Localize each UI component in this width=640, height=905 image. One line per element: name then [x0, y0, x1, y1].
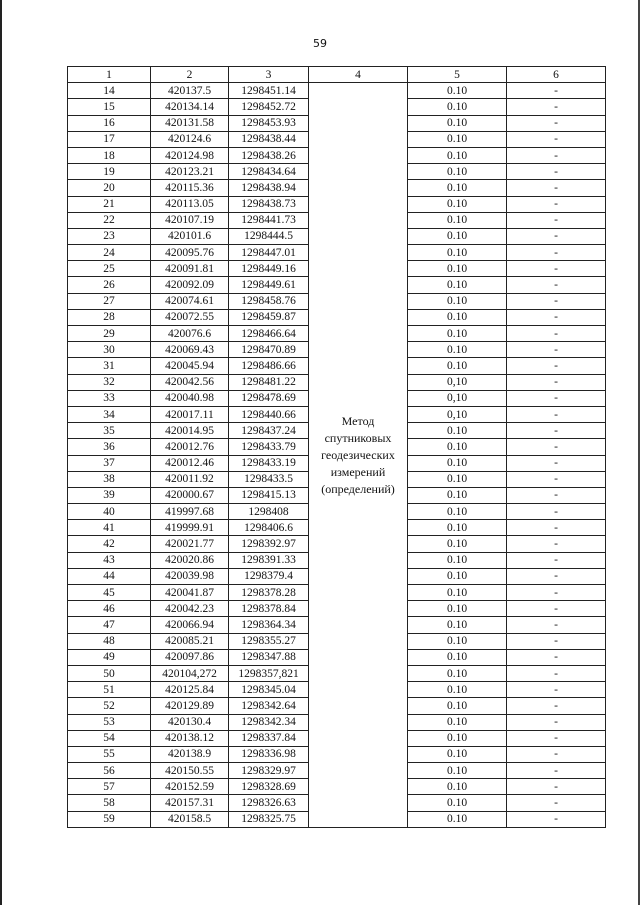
accuracy-cell: 0.10: [408, 245, 507, 261]
table-body: [68, 83, 606, 828]
accuracy-cell: 0.10: [408, 536, 507, 552]
accuracy-cell: 0.10: [408, 228, 507, 244]
y-coordinate-cell: 1298433.5: [229, 471, 309, 487]
point-number-cell: 31: [68, 358, 151, 374]
accuracy-cell: 0.10: [408, 196, 507, 212]
y-coordinate-cell: 1298486.66: [229, 358, 309, 374]
header-col-1: 1: [68, 67, 151, 83]
x-coordinate-cell: 420134.14: [151, 99, 229, 115]
header-col-6: 6: [507, 67, 606, 83]
note-cell: -: [507, 99, 606, 115]
note-cell: -: [507, 261, 606, 277]
point-number-cell: 52: [68, 698, 151, 714]
note-cell: -: [507, 115, 606, 131]
accuracy-cell: 0.10: [408, 326, 507, 342]
x-coordinate-cell: 420021.77: [151, 536, 229, 552]
x-coordinate-cell: 420113.05: [151, 196, 229, 212]
accuracy-cell: 0.10: [408, 342, 507, 358]
point-number-cell: 58: [68, 795, 151, 811]
x-coordinate-cell: 420020.86: [151, 552, 229, 568]
method-cell: [309, 83, 408, 828]
note-cell: -: [507, 763, 606, 779]
accuracy-cell: 0.10: [408, 730, 507, 746]
note-cell: -: [507, 228, 606, 244]
accuracy-cell: 0.10: [408, 423, 507, 439]
point-number-cell: 43: [68, 552, 151, 568]
y-coordinate-cell: 1298437.24: [229, 423, 309, 439]
y-coordinate-cell: 1298444.5: [229, 228, 309, 244]
note-cell: -: [507, 504, 606, 520]
accuracy-cell: 0.10: [408, 212, 507, 228]
x-coordinate-cell: 420158.5: [151, 811, 229, 827]
y-coordinate-cell: 1298329.97: [229, 763, 309, 779]
point-number-cell: 19: [68, 164, 151, 180]
method-text-line: Метод: [341, 413, 375, 428]
note-cell: -: [507, 682, 606, 698]
point-number-cell: 14: [68, 83, 151, 99]
point-number-cell: 35: [68, 423, 151, 439]
y-coordinate-cell: 1298458.76: [229, 293, 309, 309]
point-number-cell: 34: [68, 406, 151, 422]
note-cell: -: [507, 730, 606, 746]
accuracy-cell: 0.10: [408, 552, 507, 568]
x-coordinate-cell: 420085.21: [151, 633, 229, 649]
note-cell: -: [507, 779, 606, 795]
y-coordinate-cell: 1298451.14: [229, 83, 309, 99]
point-number-cell: 27: [68, 293, 151, 309]
x-coordinate-cell: 420039.98: [151, 568, 229, 584]
y-coordinate-cell: 1298406.6: [229, 520, 309, 536]
x-coordinate-cell: 420045.94: [151, 358, 229, 374]
point-number-cell: 24: [68, 245, 151, 261]
point-number-cell: 46: [68, 601, 151, 617]
y-coordinate-cell: 1298452.72: [229, 99, 309, 115]
y-coordinate-cell: 1298326.63: [229, 795, 309, 811]
point-number-cell: 48: [68, 633, 151, 649]
accuracy-cell: 0.10: [408, 293, 507, 309]
point-number-cell: 25: [68, 261, 151, 277]
note-cell: -: [507, 309, 606, 325]
point-number-cell: 56: [68, 763, 151, 779]
accuracy-cell: 0.10: [408, 779, 507, 795]
y-coordinate-cell: 1298337.84: [229, 730, 309, 746]
x-coordinate-cell: 420042.23: [151, 601, 229, 617]
note-cell: -: [507, 326, 606, 342]
x-coordinate-cell: 420131.58: [151, 115, 229, 131]
y-coordinate-cell: 1298447.01: [229, 245, 309, 261]
accuracy-cell: 0.10: [408, 455, 507, 471]
x-coordinate-cell: 420014.95: [151, 423, 229, 439]
y-coordinate-cell: 1298408: [229, 504, 309, 520]
note-cell: -: [507, 180, 606, 196]
x-coordinate-cell: 420012.76: [151, 439, 229, 455]
y-coordinate-cell: 1298438.94: [229, 180, 309, 196]
note-cell: -: [507, 439, 606, 455]
point-number-cell: 57: [68, 779, 151, 795]
point-number-cell: 44: [68, 568, 151, 584]
y-coordinate-cell: 1298336.98: [229, 746, 309, 762]
note-cell: -: [507, 83, 606, 99]
accuracy-cell: 0.10: [408, 763, 507, 779]
x-coordinate-cell: 420125.84: [151, 682, 229, 698]
x-coordinate-cell: 420076.6: [151, 326, 229, 342]
header-col-5: 5: [408, 67, 507, 83]
method-text-line: измерений: [330, 464, 386, 479]
accuracy-cell: 0.10: [408, 83, 507, 99]
note-cell: -: [507, 212, 606, 228]
x-coordinate-cell: 420066.94: [151, 617, 229, 633]
note-cell: -: [507, 811, 606, 827]
x-coordinate-cell: 420115.36: [151, 180, 229, 196]
accuracy-cell: 0,10: [408, 374, 507, 390]
y-coordinate-cell: 1298438.26: [229, 147, 309, 163]
point-number-cell: 18: [68, 147, 151, 163]
x-coordinate-cell: 420040.98: [151, 390, 229, 406]
point-number-cell: 45: [68, 585, 151, 601]
x-coordinate-cell: 420124.98: [151, 147, 229, 163]
x-coordinate-cell: 420092.09: [151, 277, 229, 293]
x-coordinate-cell: 420101.6: [151, 228, 229, 244]
note-cell: -: [507, 293, 606, 309]
note-cell: -: [507, 617, 606, 633]
x-coordinate-cell: 420091.81: [151, 261, 229, 277]
x-coordinate-cell: 419997.68: [151, 504, 229, 520]
note-cell: -: [507, 196, 606, 212]
x-coordinate-cell: 420012.46: [151, 455, 229, 471]
note-cell: -: [507, 552, 606, 568]
point-number-cell: 32: [68, 374, 151, 390]
y-coordinate-cell: 1298379.4: [229, 568, 309, 584]
accuracy-cell: 0.10: [408, 795, 507, 811]
accuracy-cell: 0.10: [408, 585, 507, 601]
note-cell: -: [507, 601, 606, 617]
accuracy-cell: 0.10: [408, 358, 507, 374]
y-coordinate-cell: 1298470.89: [229, 342, 309, 358]
accuracy-cell: 0.10: [408, 147, 507, 163]
note-cell: -: [507, 455, 606, 471]
y-coordinate-cell: 1298453.93: [229, 115, 309, 131]
accuracy-cell: 0.10: [408, 811, 507, 827]
note-cell: -: [507, 164, 606, 180]
point-number-cell: 53: [68, 714, 151, 730]
y-coordinate-cell: 1298328.69: [229, 779, 309, 795]
y-coordinate-cell: 1298449.16: [229, 261, 309, 277]
point-number-cell: 51: [68, 682, 151, 698]
point-number-cell: 40: [68, 504, 151, 520]
accuracy-cell: 0.10: [408, 439, 507, 455]
note-cell: -: [507, 245, 606, 261]
note-cell: -: [507, 568, 606, 584]
point-number-cell: 33: [68, 390, 151, 406]
accuracy-cell: 0.10: [408, 309, 507, 325]
point-number-cell: 29: [68, 326, 151, 342]
x-coordinate-cell: 420150.55: [151, 763, 229, 779]
note-cell: -: [507, 487, 606, 503]
point-number-cell: 42: [68, 536, 151, 552]
point-number-cell: 16: [68, 115, 151, 131]
accuracy-cell: 0.10: [408, 520, 507, 536]
point-number-cell: 54: [68, 730, 151, 746]
accuracy-cell: 0,10: [408, 406, 507, 422]
accuracy-cell: 0.10: [408, 746, 507, 762]
header-col-4: 4: [309, 67, 408, 83]
y-coordinate-cell: 1298325.75: [229, 811, 309, 827]
accuracy-cell: 0.10: [408, 601, 507, 617]
table-header: [68, 67, 606, 83]
accuracy-cell: 0.10: [408, 115, 507, 131]
note-cell: -: [507, 423, 606, 439]
point-number-cell: 37: [68, 455, 151, 471]
y-coordinate-cell: 1298438.73: [229, 196, 309, 212]
point-number-cell: 22: [68, 212, 151, 228]
accuracy-cell: 0.10: [408, 682, 507, 698]
note-cell: -: [507, 406, 606, 422]
y-coordinate-cell: 1298415.13: [229, 487, 309, 503]
x-coordinate-cell: 420137.5: [151, 83, 229, 99]
x-coordinate-cell: 420000.67: [151, 487, 229, 503]
note-cell: -: [507, 795, 606, 811]
header-row: [68, 67, 606, 83]
point-number-cell: 47: [68, 617, 151, 633]
y-coordinate-cell: 1298438.44: [229, 131, 309, 147]
accuracy-cell: 0.10: [408, 633, 507, 649]
method-text-line: (определений): [321, 481, 395, 496]
x-coordinate-cell: 420129.89: [151, 698, 229, 714]
note-cell: -: [507, 277, 606, 293]
y-coordinate-cell: 1298441.73: [229, 212, 309, 228]
point-number-cell: 15: [68, 99, 151, 115]
y-coordinate-cell: 1298478.69: [229, 390, 309, 406]
accuracy-cell: 0,10: [408, 390, 507, 406]
x-coordinate-cell: 420124.6: [151, 131, 229, 147]
note-cell: -: [507, 374, 606, 390]
point-number-cell: 55: [68, 746, 151, 762]
accuracy-cell: 0.10: [408, 164, 507, 180]
point-number-cell: 38: [68, 471, 151, 487]
point-number-cell: 50: [68, 665, 151, 681]
y-coordinate-cell: 1298342.64: [229, 698, 309, 714]
x-coordinate-cell: 420011.92: [151, 471, 229, 487]
y-coordinate-cell: 1298391.33: [229, 552, 309, 568]
point-number-cell: 36: [68, 439, 151, 455]
point-number-cell: 28: [68, 309, 151, 325]
y-coordinate-cell: 1298345.04: [229, 682, 309, 698]
note-cell: -: [507, 714, 606, 730]
accuracy-cell: 0.10: [408, 665, 507, 681]
x-coordinate-cell: 420138.9: [151, 746, 229, 762]
y-coordinate-cell: 1298364.34: [229, 617, 309, 633]
y-coordinate-cell: 1298433.79: [229, 439, 309, 455]
accuracy-cell: 0.10: [408, 714, 507, 730]
note-cell: -: [507, 746, 606, 762]
accuracy-cell: 0.10: [408, 504, 507, 520]
x-coordinate-cell: 419999.91: [151, 520, 229, 536]
point-number-cell: 59: [68, 811, 151, 827]
point-number-cell: 41: [68, 520, 151, 536]
note-cell: -: [507, 649, 606, 665]
x-coordinate-cell: 420123.21: [151, 164, 229, 180]
x-coordinate-cell: 420072.55: [151, 309, 229, 325]
x-coordinate-cell: 420017.11: [151, 406, 229, 422]
x-coordinate-cell: 420130.4: [151, 714, 229, 730]
accuracy-cell: 0.10: [408, 261, 507, 277]
y-coordinate-cell: 1298378.28: [229, 585, 309, 601]
scan-edge-left: [0, 0, 2, 905]
x-coordinate-cell: 420152.59: [151, 779, 229, 795]
x-coordinate-cell: 420104,272: [151, 665, 229, 681]
accuracy-cell: 0.10: [408, 131, 507, 147]
accuracy-cell: 0.10: [408, 649, 507, 665]
note-cell: -: [507, 536, 606, 552]
accuracy-cell: 0.10: [408, 698, 507, 714]
point-number-cell: 21: [68, 196, 151, 212]
y-coordinate-cell: 1298342.34: [229, 714, 309, 730]
accuracy-cell: 0.10: [408, 617, 507, 633]
y-coordinate-cell: 1298392.97: [229, 536, 309, 552]
y-coordinate-cell: 1298357,821: [229, 665, 309, 681]
x-coordinate-cell: 420042.56: [151, 374, 229, 390]
y-coordinate-cell: 1298378.84: [229, 601, 309, 617]
y-coordinate-cell: 1298434.64: [229, 164, 309, 180]
point-number-cell: 20: [68, 180, 151, 196]
method-text-line: спутниковых: [324, 430, 392, 445]
y-coordinate-cell: 1298449.61: [229, 277, 309, 293]
y-coordinate-cell: 1298466.64: [229, 326, 309, 342]
point-number-cell: 30: [68, 342, 151, 358]
note-cell: -: [507, 147, 606, 163]
table-row: [68, 83, 606, 99]
accuracy-cell: 0.10: [408, 99, 507, 115]
accuracy-cell: 0.10: [408, 180, 507, 196]
x-coordinate-cell: 420107.19: [151, 212, 229, 228]
accuracy-cell: 0.10: [408, 471, 507, 487]
x-coordinate-cell: 420069.43: [151, 342, 229, 358]
y-coordinate-cell: 1298459.87: [229, 309, 309, 325]
note-cell: -: [507, 131, 606, 147]
x-coordinate-cell: 420097.86: [151, 649, 229, 665]
note-cell: -: [507, 471, 606, 487]
note-cell: -: [507, 665, 606, 681]
x-coordinate-cell: 420157.31: [151, 795, 229, 811]
y-coordinate-cell: 1298355.27: [229, 633, 309, 649]
method-text-line: геодезических: [321, 447, 395, 462]
x-coordinate-cell: 420074.61: [151, 293, 229, 309]
accuracy-cell: 0.10: [408, 487, 507, 503]
note-cell: -: [507, 520, 606, 536]
y-coordinate-cell: 1298440.66: [229, 406, 309, 422]
point-number-cell: 26: [68, 277, 151, 293]
note-cell: -: [507, 358, 606, 374]
x-coordinate-cell: 420041.87: [151, 585, 229, 601]
header-col-3: 3: [229, 67, 309, 83]
note-cell: -: [507, 633, 606, 649]
point-number-cell: 23: [68, 228, 151, 244]
x-coordinate-cell: 420138.12: [151, 730, 229, 746]
page-number: 59: [313, 37, 327, 50]
y-coordinate-cell: 1298481.22: [229, 374, 309, 390]
note-cell: -: [507, 342, 606, 358]
accuracy-cell: 0.10: [408, 277, 507, 293]
header-col-2: 2: [151, 67, 229, 83]
point-number-cell: 49: [68, 649, 151, 665]
y-coordinate-cell: 1298433.19: [229, 455, 309, 471]
note-cell: -: [507, 698, 606, 714]
point-number-cell: 17: [68, 131, 151, 147]
y-coordinate-cell: 1298347.88: [229, 649, 309, 665]
coordinates-table: [67, 66, 606, 828]
accuracy-cell: 0.10: [408, 568, 507, 584]
point-number-cell: 39: [68, 487, 151, 503]
note-cell: -: [507, 585, 606, 601]
note-cell: -: [507, 390, 606, 406]
x-coordinate-cell: 420095.76: [151, 245, 229, 261]
